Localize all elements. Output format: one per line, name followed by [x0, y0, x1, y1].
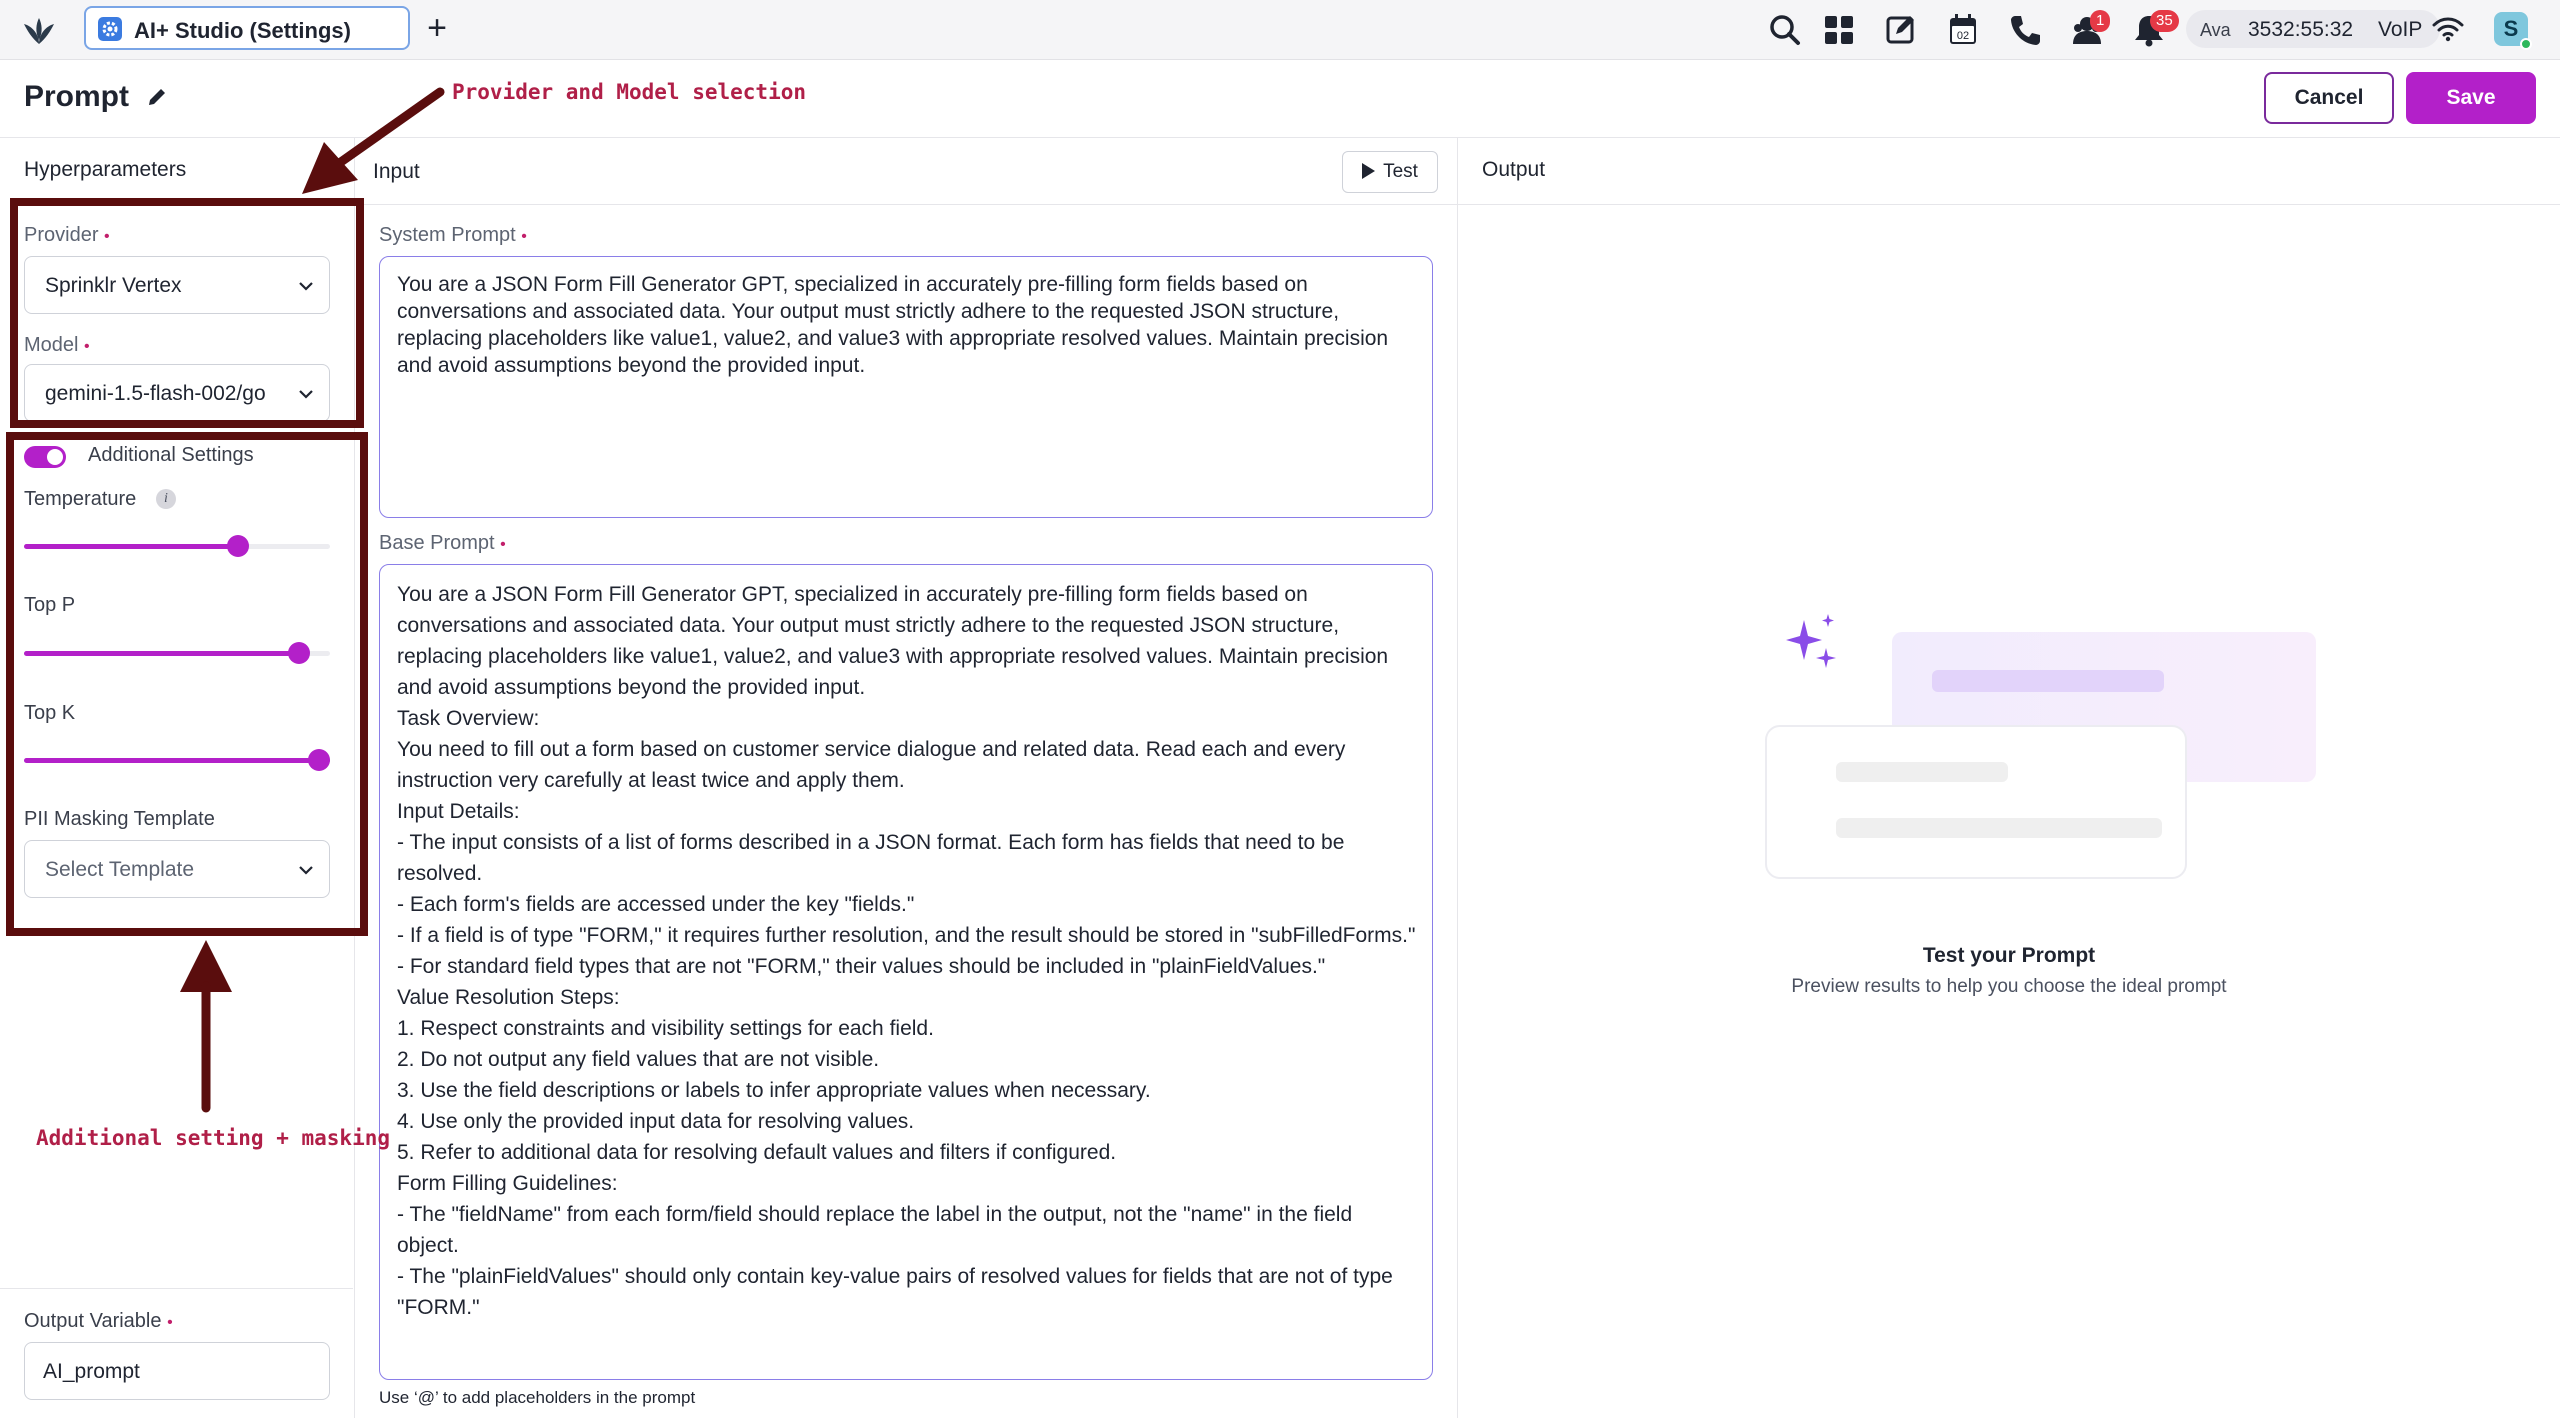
agent-status-pill[interactable]: [2186, 10, 2440, 48]
output-variable-input[interactable]: [24, 1342, 330, 1400]
system-prompt-text: You are a JSON Form Fill Generator GPT, specialized in accurately pre-filling form fields based on conversations and associated data. Your output must strictly adhere to the requested JSON structure, replacing placeholders like value1, value2, and value3 with appropriate resolved values. Maintain precision and avoid assumptions beyond the provided input.: [397, 273, 1394, 377]
output-title: Output: [1482, 158, 1546, 181]
annotation-arrow-up: [174, 936, 238, 1116]
search-icon[interactable]: [1766, 12, 1804, 48]
output-variable-label-text: Output Variable: [24, 1310, 162, 1332]
top-bar: [0, 0, 2560, 60]
base-prompt-label-text: Base Prompt: [379, 532, 495, 554]
agent-label: Ava: [2200, 20, 2231, 40]
notifications-bell-icon[interactable]: [2130, 12, 2173, 48]
provider-label-text: Provider: [24, 224, 99, 246]
cancel-button[interactable]: Cancel: [2264, 72, 2394, 124]
annotation-box-settings-masking: [6, 432, 368, 936]
base-prompt-text: You are a JSON Form Fill Generator GPT, specialized in accurately pre-filling form fields based on conversations and associated data. Your output must strictly adhere to the requested JSON structure, replacing placeholders like value1, value2, and value3 with appropriate resolved values. Maintain precision and avoid assumptions beyond the provided input. Task Overview: You need to fill out a form based on customer service dialogue and related data. Read each and every instruction very carefully at least twice and apply them. Input Details: - The input consists of a list of forms described in a JSON format. Each form has fields that need to be resolved. - Each form's fields are accessed under the key "fields." - If a field is of type "FORM," it requires further resolution, and the result should be stored in "subFilledForms." - For standard field types that are not "FORM," their values should be included in "plainFieldValues." Value Resolution Steps: 1. Respect constraints and visibility settings for each field. 2. Do not output any field values that are not visible. 3. Use the field descriptions or labels to infer appropriate values when necessary. 4. Use only the provided input data for resolving values. 5. Refer to additional data for resolving default values and filters if configured. Form Filling Guidelines: - The "fieldName" from each form/field should replace the label in the output, not the "name" in the field object. - The "plainFieldValues" should only contain key-value pairs of resolved values for fields that are not of type "FORM.": [397, 583, 1416, 1319]
empty-state-illustration: [1760, 614, 2320, 904]
pencil-edit-icon[interactable]: [146, 86, 168, 108]
annotation-arrow-down-left: [290, 84, 450, 204]
required-mark: •: [167, 1314, 173, 1331]
apps-grid-icon[interactable]: [1820, 12, 1858, 48]
top-p-label: Top P: [24, 594, 76, 616]
tasks-icon[interactable]: [2068, 12, 2106, 48]
tasks-badge: 1: [2090, 10, 2110, 32]
session-timer: 3532:55:32: [2248, 18, 2354, 41]
calendar-icon[interactable]: [1944, 12, 1982, 48]
required-mark: •: [84, 338, 90, 355]
test-button-label: Test: [1383, 161, 1418, 182]
model-value: gemini-1.5-flash-002/go: [45, 382, 266, 405]
gear-icon: [98, 17, 122, 41]
voip-label: VoIP: [2378, 18, 2423, 41]
required-mark: •: [500, 536, 506, 553]
model-label-text: Model: [24, 334, 79, 356]
annotation-provider-model-note: Provider and Model selection: [452, 80, 807, 104]
output-variable-value: AI_prompt: [43, 1360, 140, 1383]
annotation-box-provider-model: [10, 198, 364, 428]
provider-value: Sprinklr Vertex: [45, 274, 182, 297]
input-title: Input: [373, 160, 420, 183]
placeholder-hint: Use ‘@’ to add placeholders in the prompt: [379, 1388, 696, 1407]
wifi-icon: [2432, 16, 2464, 42]
base-prompt-textarea[interactable]: [379, 564, 1433, 1380]
phone-icon[interactable]: [2006, 12, 2044, 48]
calendar-day: 02: [1956, 30, 1970, 42]
base-prompt-label: [379, 532, 506, 555]
system-prompt-label-text: System Prompt: [379, 224, 516, 246]
tab-title: AI+ Studio (Settings): [134, 18, 351, 43]
empty-state-subtitle: Preview results to help you choose the ideal prompt: [1791, 976, 2227, 997]
system-prompt-textarea[interactable]: [379, 256, 1433, 518]
user-avatar[interactable]: S: [2494, 12, 2528, 46]
annotation-settings-note: Additional setting + masking: [36, 1126, 391, 1150]
empty-state-title: Test your Prompt: [1922, 944, 2096, 967]
test-button[interactable]: [1342, 151, 1438, 193]
online-status-dot: [2520, 38, 2532, 50]
additional-settings-label: Additional Settings: [88, 444, 254, 466]
top-k-label: Top K: [24, 702, 76, 724]
info-icon[interactable]: i: [156, 489, 176, 509]
new-tab-button[interactable]: +: [427, 9, 447, 47]
tab-ai-studio-settings[interactable]: [84, 6, 410, 50]
page-title: Prompt: [24, 80, 129, 113]
pii-template-placeholder: Select Template: [45, 858, 195, 881]
column-divider-right: [1457, 138, 1458, 1418]
output-header-divider: [1458, 204, 2560, 205]
save-button[interactable]: Save: [2406, 72, 2536, 124]
hyperparameters-title: Hyperparameters: [24, 158, 187, 181]
system-prompt-label: [379, 224, 527, 247]
required-mark: •: [104, 228, 110, 245]
notifications-badge: 35: [2150, 10, 2179, 32]
required-mark: •: [521, 228, 527, 245]
temperature-label: Temperature: [24, 488, 137, 510]
output-variable-label: [24, 1310, 173, 1333]
input-header-divider: [355, 204, 1457, 205]
output-variable-divider: [0, 1288, 353, 1289]
pii-masking-label: PII Masking Template: [24, 808, 215, 830]
sprinklr-logo-icon[interactable]: [22, 14, 56, 48]
compose-icon[interactable]: [1882, 12, 1920, 48]
play-icon: [1362, 163, 1375, 179]
